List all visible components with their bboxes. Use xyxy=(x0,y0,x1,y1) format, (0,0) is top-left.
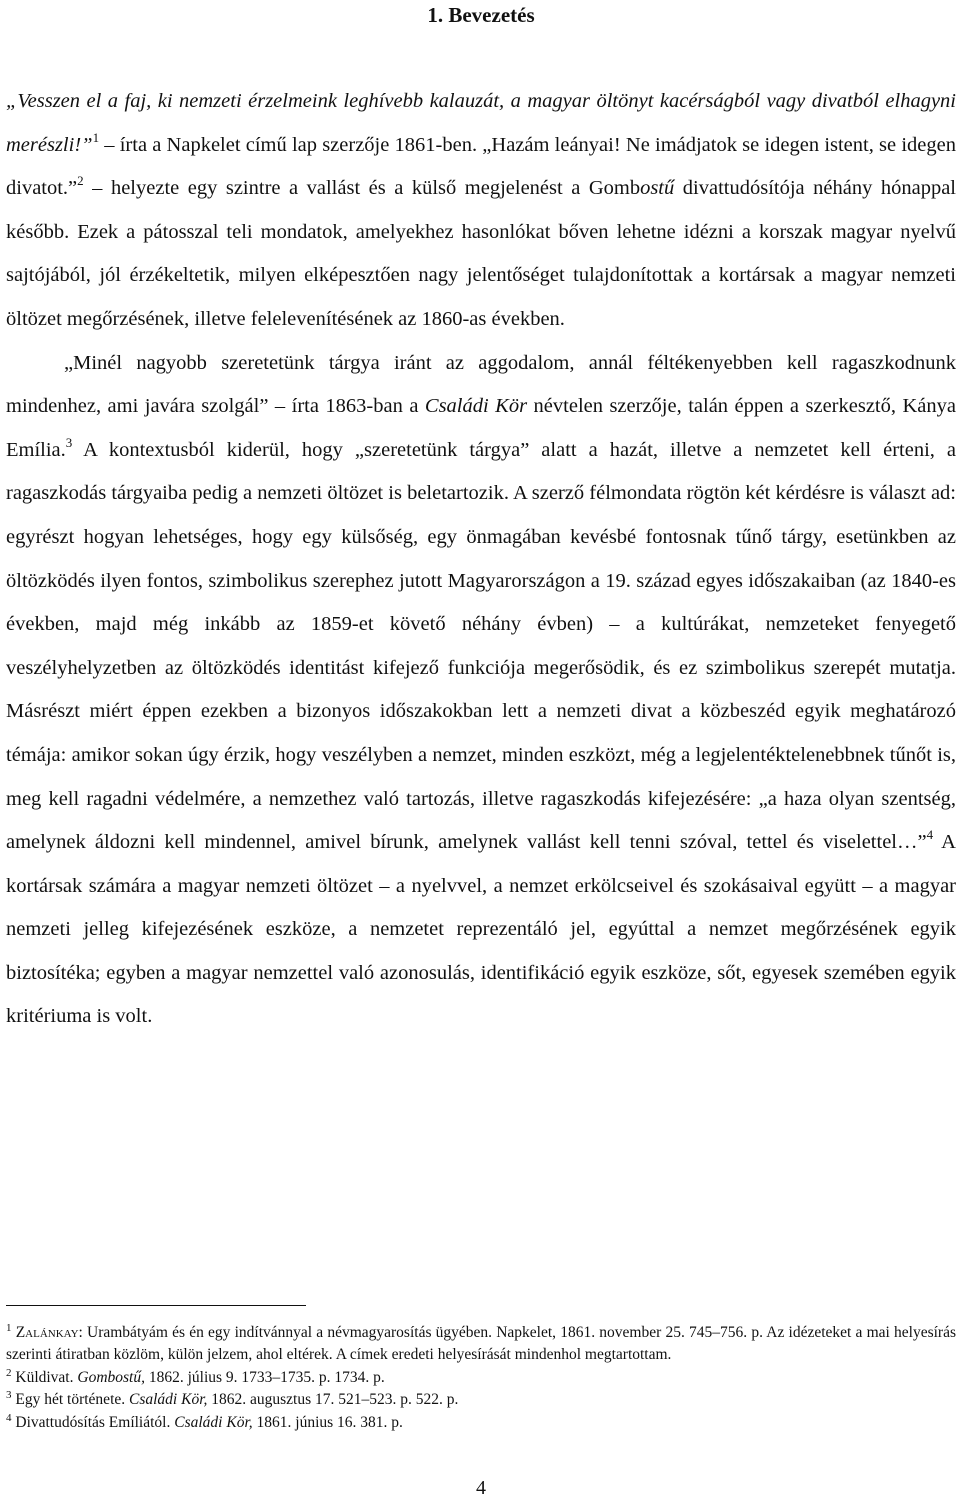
footnote-2-details: 1862. július 9. 1733–1735. p. 1734. p. xyxy=(144,1368,385,1386)
footnote-1-author: Zalánkay xyxy=(15,1324,79,1341)
paragraph-1-text-a: – írta a Napkelet című lap szerzője 1861-ben. „Hazám leányai! Ne imádjatok se idegen istent, se idegen divatot.” xyxy=(6,133,956,200)
paragraph-1-text-b: – helyezte egy szintre a vallást és a külső megjelenést a Gomb xyxy=(83,177,641,200)
footnote-4-details: 1861. június 16. 381. p. xyxy=(252,1413,403,1431)
footnotes xyxy=(6,1322,956,1434)
footnote-3-source: Családi Kör, xyxy=(129,1391,208,1409)
footnote-3 xyxy=(6,1389,956,1411)
footnote-2-number: 2 xyxy=(6,1366,12,1379)
footnote-4-title: Divattudósítás Emíliától. xyxy=(11,1413,175,1431)
paragraph-1-text-c: divattudósítója néhány hónappal később. Ezek a pátosszal teli mondatok, amelyekhez hasonlókat bőven lehetne idézni a korszak magyar nyelvű sajtójából, jól érzékeltetik, milyen elképesztően nagy jelentőséget tulajdonítottak a kortársak a magyar nemzeti öltözet megőrzésének, illetve felelevenítésének az 1860-as években. xyxy=(6,177,956,330)
document-page xyxy=(6,0,956,1499)
footnote-1-text: : Urambátyám és én egy indítvánnyal a névmagyarosítás ügyében. Napkelet, 1861. november 25. 745–756. p. Az idézeteket a mai helyesírás szerinti átiratban közlöm, külön jelzem, ahol eltérek. A címek eredeti helyesírását mindenhol megtartottam. xyxy=(6,1324,956,1364)
footnote-1 xyxy=(6,1322,956,1367)
footnote-ref-1: 1 xyxy=(92,129,100,145)
footnote-2 xyxy=(6,1367,956,1389)
footnote-4 xyxy=(6,1412,956,1434)
opening-quote: „Vesszen el a faj, ki nemzeti érzelmeink leghívebb kalauzát, a magyar öltönyt kacérságból vagy divatból elhagyni merészli!” xyxy=(6,90,956,156)
footnote-4-source: Családi Kör, xyxy=(174,1413,253,1431)
footnote-2-source: Gombostű, xyxy=(77,1368,145,1386)
paragraph-1 xyxy=(6,80,956,342)
paragraph-2-text-b: névtelen szerzője, talán éppen a szerkesztő, Kánya Emília. xyxy=(6,395,956,461)
paragraph-2-text-c: A kontextusból kiderül, hogy „szeretetünk tárgya” alatt a hazát, illetve a nemzetet kell érteni, a ragaszkodás tárgyaiba pedig a nemzeti öltözet is beletartozik. A szerző félmondata rögtön két kérdésre is választ ad: egyrészt hogyan lehetséges, hogy egy külsőség, egy önmagában kevésbé fontosnak tűnő tárgy, esetünkben az öltözködés ilyen fontos, szimbolikus szerephez jutott Magyarországon a 19. század egyes időszakaiban (az 1840-es években, majd még inkább az 1859-et követő néhány évben) – a kultúrákat, nemzeteket fenyegető veszélyhelyzetben az öltözködés identitást kifejező funkciója megerősödik, és ez szimbolikus szerepét mutatja. Másrészt miért éppen ezekben a bizonyos időszakokban lett a nemzeti divat a közbeszéd egyik meghatározó témája: amikor sokan úgy érzik, hogy veszélyben a nemzet, minden eszközt, még a legjelentéktelenebbnek tűnőt is, meg kell ragadni védelmére, a nemzethez való tartozás, illetve ragaszkodás kifejezésére: „a haza olyan szentség, amelynek áldozni kell mindennel, amivel bírunk, amelynek vallást kell tenni szóval, tettel és viselettel…” xyxy=(6,438,956,854)
section-heading: 1. Bevezetés xyxy=(427,3,535,27)
page-number: 4 xyxy=(476,1477,486,1499)
footnote-3-title: Egy hét története. xyxy=(11,1391,129,1409)
footnote-ref-3: 3 xyxy=(65,434,73,450)
footnote-1-number: 1 xyxy=(6,1322,12,1334)
footnote-4-number: 4 xyxy=(6,1411,12,1424)
footnote-3-details: 1862. augusztus 17. 521–523. p. 522. p. xyxy=(207,1391,459,1409)
journal-title: Családi Kör xyxy=(424,395,528,418)
paragraph-1-italic: ostű xyxy=(640,177,675,200)
footnote-2-title: Küldivat. xyxy=(11,1368,78,1386)
paragraph-2-text-d: A kortársak számára a magyar nemzeti öltözet – a nyelvvel, a nemzet erkölcseivel és szokásaival együtt – a magyar nemzeti jelleg kifejezésének eszköze, a nemzetet reprezentáló jel, egyúttal a nemzet megőrzésének egyik biztosítéka; egyben a magyar nemzettel való azonosulás, identifikáció egyik eszköze, sőt, egyesek szemében egyik kritériuma is volt. xyxy=(6,831,956,1028)
footnote-3-number: 3 xyxy=(6,1389,12,1402)
paragraph-2-text-a: „Minél nagyobb szeretetünk tárgya iránt az aggodalom, annál féltékenyebben kell ragaszkodnunk mindenhez, ami javára szolgál” – írta 1863-ban a xyxy=(6,351,956,418)
paragraph-2 xyxy=(6,342,956,1040)
footnote-ref-4: 4 xyxy=(926,827,934,843)
footnote-ref-2: 2 xyxy=(77,173,84,189)
footnote-divider xyxy=(6,1305,306,1306)
